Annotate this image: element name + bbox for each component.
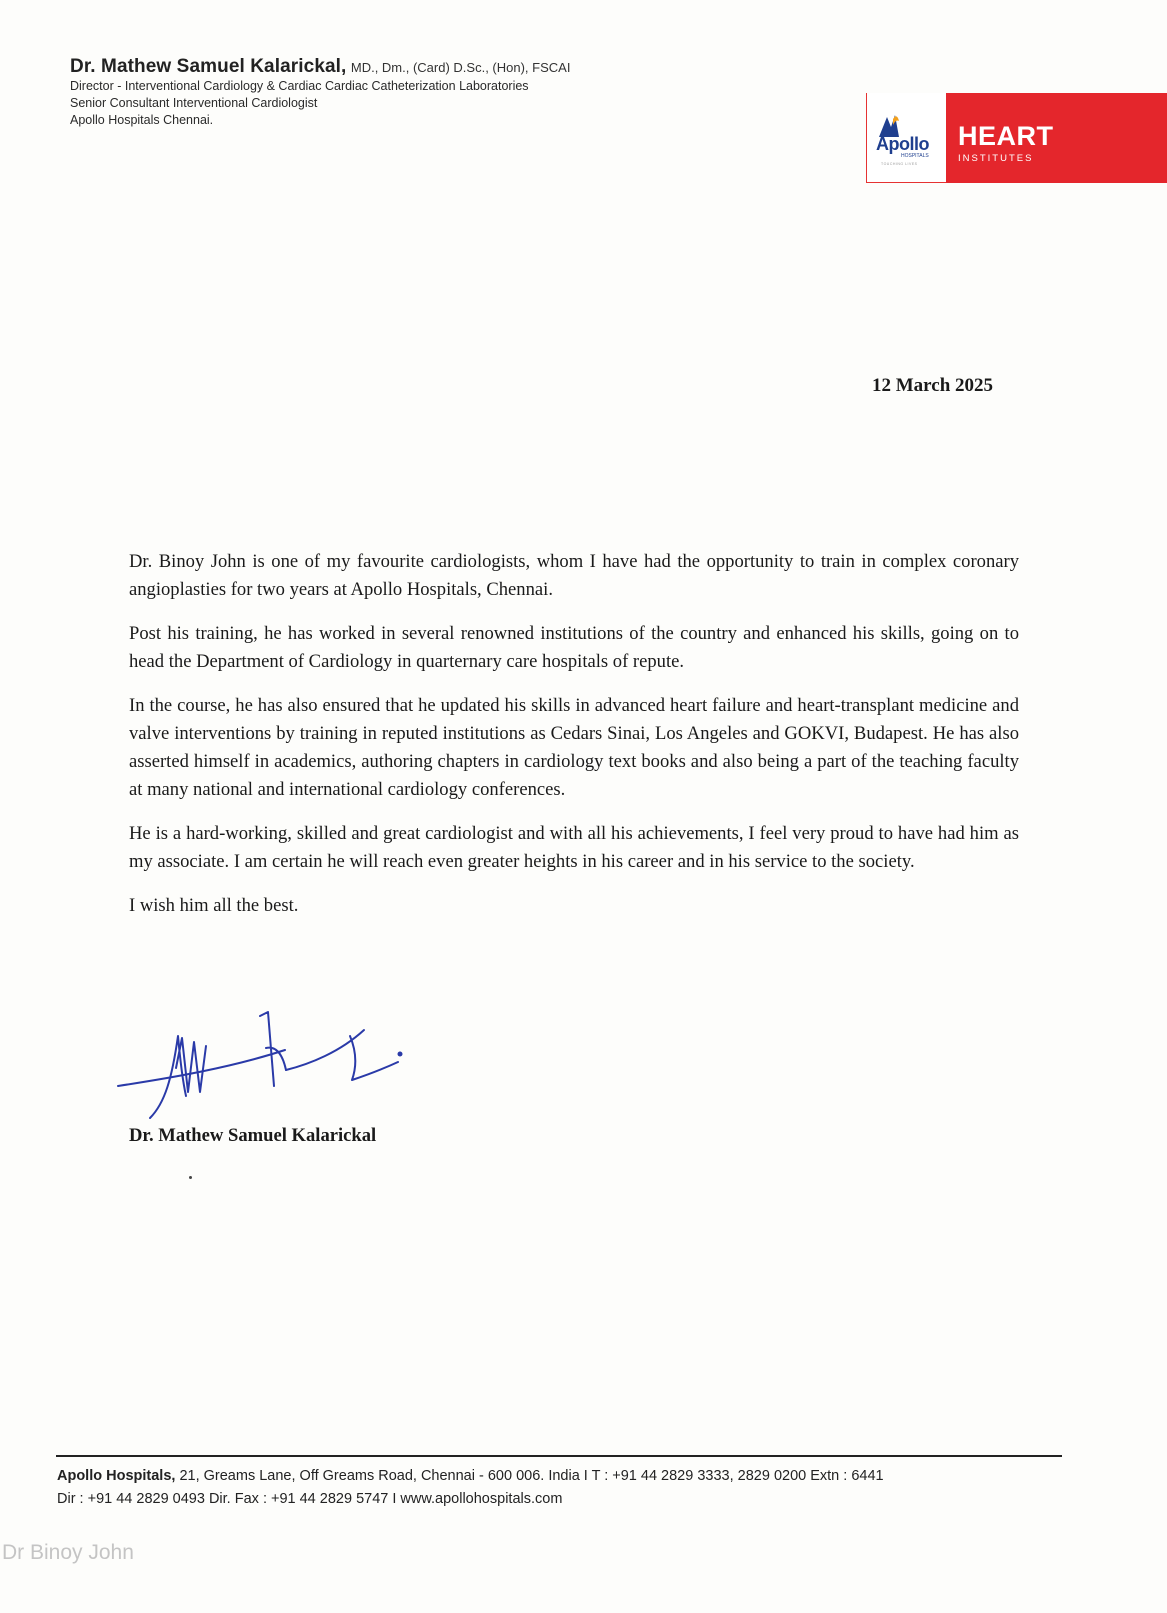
- designation-line-2: Senior Consultant Interventional Cardiologist: [70, 96, 318, 110]
- paragraph: I wish him all the best.: [129, 895, 299, 916]
- paragraph: He is a hard-working, skilled and great cardiologist and with all his achievements, I feel very proud to have had him as my associate. I am certain he will reach even greater heights in his career and in his service to the society.: [129, 823, 1019, 872]
- letter-body: [129, 548, 1019, 936]
- footer-address: 21, Greams Lane, Off Greams Road, Chennai - 600 006. India I T : +91 44 2829 3333, 2829 0200 Extn : 6441: [175, 1468, 884, 1484]
- handwritten-signature: [110, 1008, 420, 1123]
- letter-date: 12 March 2025: [872, 375, 994, 396]
- designation-line-3: Apollo Hospitals Chennai.: [70, 113, 214, 127]
- apollo-heart-institutes-logo: [866, 93, 1167, 183]
- doctor-qualifications: MD., Dm., (Card) D.Sc., (Hon), FSCAI: [350, 60, 571, 75]
- footer-divider: [56, 1455, 1062, 1457]
- apollo-tagline: TOUCHING LIVES: [881, 162, 918, 166]
- apollo-brand-text: Apollo: [876, 134, 929, 154]
- letterhead-name-row: [70, 56, 570, 78]
- apollo-brand-sub: HOSPITALS: [901, 153, 929, 159]
- doctor-name: Dr. Mathew Samuel Kalarickal,: [70, 56, 347, 77]
- heart-label: HEART: [958, 121, 1054, 151]
- paragraph: Post his training, he has worked in several renowned institutions of the country and enhanced his skills, going on to head the Department of Cardiology in quarternary care hospitals of repute.: [129, 623, 1019, 672]
- paragraph: In the course, he has also ensured that he updated his skills in advanced heart failure and heart-transplant medicine and valve interventions by training in reputed institutions as Cedars Sinai, Los Angeles and GOKVI, Budapest. He has also asserted himself in academics, authoring chapters in cardiology text books and also being a part of the teaching faculty at many national and international cardiology conferences.: [129, 695, 1019, 800]
- footer: [57, 1465, 884, 1511]
- designation-line-1: Director - Interventional Cardiology & Cardiac Cardiac Catheterization Laboratories: [70, 79, 529, 93]
- signatory-name: Dr. Mathew Samuel Kalarickal: [129, 1125, 377, 1146]
- footer-org: Apollo Hospitals,: [57, 1468, 176, 1484]
- letterhead: [70, 56, 570, 129]
- watermark-text: Dr Binoy John: [2, 1541, 134, 1564]
- ink-speck: [189, 1176, 192, 1179]
- footer-contact-line: Dir : +91 44 2829 0493 Dir. Fax : +91 44 2829 5747 I www.apollohospitals.com: [57, 1491, 563, 1507]
- apollo-logo-mark: [866, 93, 946, 183]
- heart-institutes-panel: [946, 93, 1167, 183]
- institutes-label: INSTITUTES: [958, 153, 1034, 164]
- footer-address-line: [57, 1465, 884, 1488]
- paragraph: Dr. Binoy John is one of my favourite cardiologists, whom I have had the opportunity to train in complex coronary angioplasties for two years at Apollo Hospitals, Chennai.: [129, 551, 1019, 600]
